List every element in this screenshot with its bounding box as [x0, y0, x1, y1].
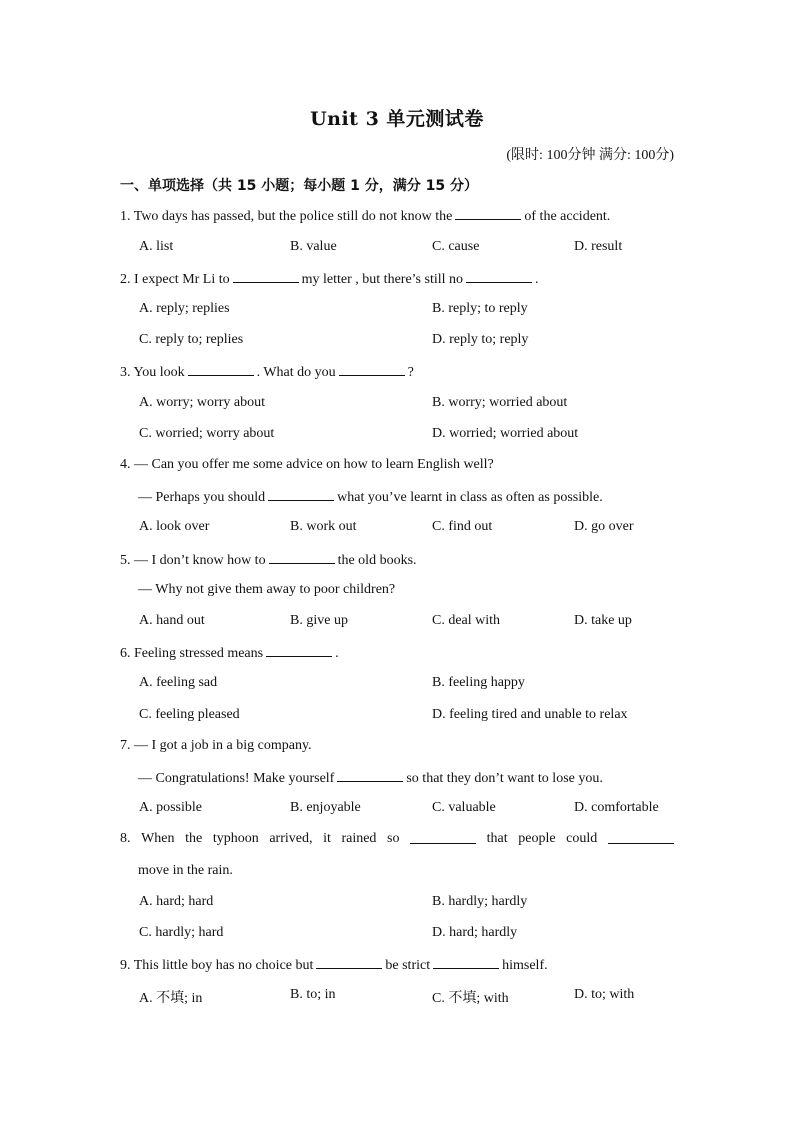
question-9-option-a: A. 不填; in — [139, 991, 203, 1006]
question-2-option-d: D. reply to; reply — [432, 332, 529, 347]
answer-blank — [466, 270, 532, 283]
question-6-option-a: A. feeling sad — [139, 675, 218, 690]
question-8-continuation: move in the rain. — [138, 863, 233, 878]
question-3-stem: 3. You look . What do you ? — [120, 365, 414, 380]
question-1-stem: 1. Two days has passed, but the police still do not know the of the accident. — [120, 209, 611, 224]
answer-blank — [268, 488, 334, 501]
time-limit: (限时: 100分钟 满分: 100分) — [506, 148, 674, 163]
answer-blank — [269, 551, 335, 564]
question-5-option-c: C. deal with — [432, 613, 501, 628]
question-8-stem: 8. When the typhoon arrived, it rained so that people could — [120, 831, 674, 847]
question-4-option-b: B. work out — [290, 519, 357, 534]
question-7-option-d: D. comfortable — [574, 800, 659, 815]
question-4-option-a: A. look over — [139, 519, 210, 534]
question-1-option-d: D. result — [574, 239, 623, 254]
question-9-option-d: D. to; with — [574, 987, 635, 1002]
question-7-stem: 7. — I got a job in a big company. — [120, 738, 312, 753]
question-4-stem: 4. — Can you offer me some advice on how to learn English well? — [120, 457, 494, 472]
answer-blank — [433, 956, 499, 969]
question-8-option-a: A. hard; hard — [139, 894, 214, 909]
question-5-stem: 5. — I don’t know how to the old books. — [120, 553, 417, 568]
question-2-option-c: C. reply to; replies — [139, 332, 244, 347]
question-4-reply: — Perhaps you should what you’ve learnt in class as often as possible. — [138, 490, 603, 505]
question-8-option-d: D. hard; hardly — [432, 925, 518, 940]
question-5-option-b: B. give up — [290, 613, 348, 628]
question-7-option-a: A. possible — [139, 800, 202, 815]
question-5-reply: — Why not give them away to poor children? — [138, 582, 396, 597]
answer-blank — [188, 363, 254, 376]
answer-blank — [608, 831, 674, 844]
question-5-option-a: A. hand out — [139, 613, 205, 628]
section-heading: 一、单项选择（共 15 小题；每小题 1 分，满分 15 分） — [120, 178, 478, 194]
question-1-option-c: C. cause — [432, 239, 480, 254]
question-3-option-c: C. worried; worry about — [139, 426, 275, 441]
answer-blank — [410, 831, 476, 844]
answer-blank — [339, 363, 405, 376]
answer-blank — [266, 644, 332, 657]
question-2-option-a: A. reply; replies — [139, 301, 230, 316]
question-9-stem: 9. This little boy has no choice but be strict himself. — [120, 958, 548, 973]
question-7-reply: — Congratulations! Make yourself so that they don’t want to lose you. — [138, 771, 603, 786]
answer-blank — [233, 270, 299, 283]
question-7-option-b: B. enjoyable — [290, 800, 361, 815]
question-5-option-d: D. take up — [574, 613, 632, 628]
question-8-option-b: B. hardly; hardly — [432, 894, 528, 909]
question-3-option-a: A. worry; worry about — [139, 395, 265, 410]
answer-blank — [316, 956, 382, 969]
question-4-option-c: C. find out — [432, 519, 493, 534]
question-2-stem: 2. I expect Mr Li to my letter , but there’s still no . — [120, 272, 539, 287]
answer-blank — [337, 769, 403, 782]
question-1-option-a: A. list — [139, 239, 174, 254]
question-2-option-b: B. reply; to reply — [432, 301, 528, 316]
question-9-option-c: C. 不填; with — [432, 991, 509, 1006]
question-3-option-b: B. worry; worried about — [432, 395, 568, 410]
question-6-option-c: C. feeling pleased — [139, 707, 240, 722]
page-title: Unit 3 单元测试卷 — [310, 108, 484, 130]
question-1-option-b: B. value — [290, 239, 337, 254]
question-8-option-c: C. hardly; hard — [139, 925, 224, 940]
question-9-option-b: B. to; in — [290, 987, 336, 1002]
question-6-option-b: B. feeling happy — [432, 675, 525, 690]
answer-blank — [455, 207, 521, 220]
question-4-option-d: D. go over — [574, 519, 634, 534]
question-6-stem: 6. Feeling stressed means . — [120, 646, 339, 661]
question-3-option-d: D. worried; worried about — [432, 426, 579, 441]
question-7-option-c: C. valuable — [432, 800, 496, 815]
question-6-option-d: D. feeling tired and unable to relax — [432, 707, 628, 722]
